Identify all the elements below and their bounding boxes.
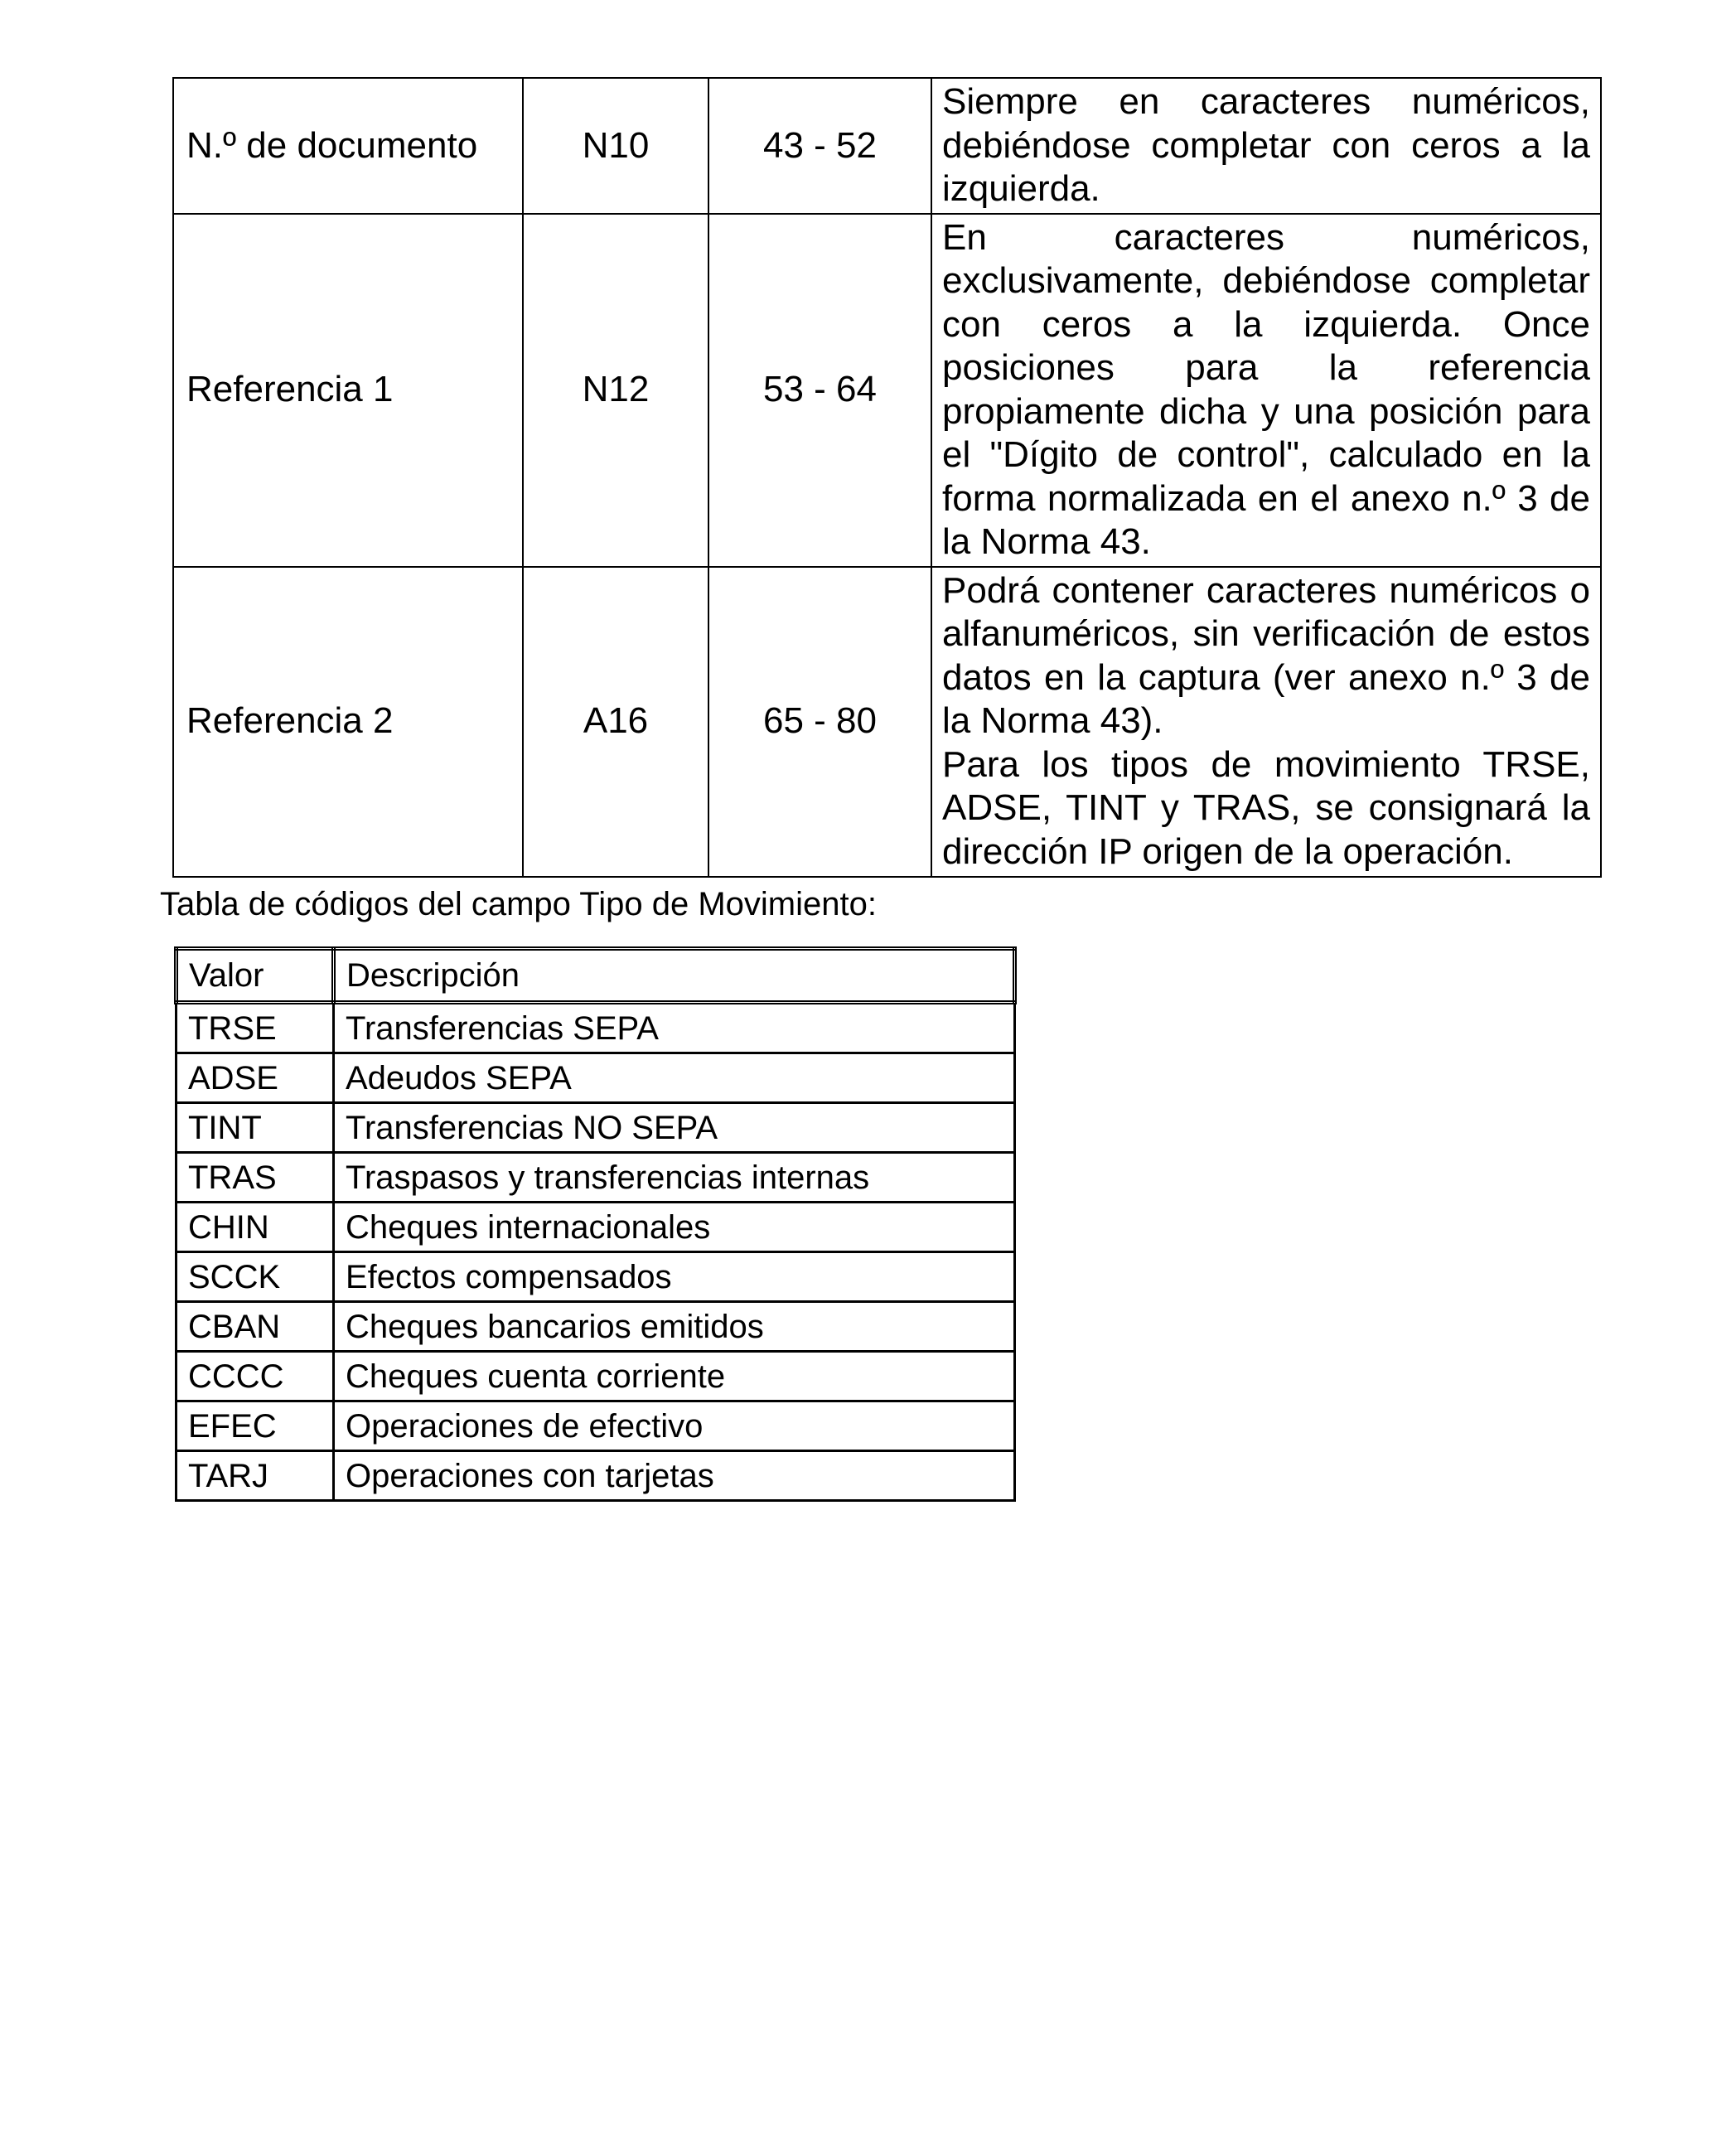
- table-caption: Tabla de códigos del campo Tipo de Movimiento:: [160, 886, 877, 922]
- field-description-cell: [931, 567, 1601, 877]
- description-paragraph: Para los tipos de movimiento TRSE, ADSE, TINT y TRAS, se consignará la dirección IP origen de la operación.: [942, 743, 1590, 872]
- description-cell: Transferencias NO SEPA: [334, 1103, 1015, 1153]
- description-paragraph: En caracteres numéricos, exclusivamente, debiéndose completar con ceros a la izquierda. Once posiciones para la referencia propiamente dicha y una posición para el "Dígito de control", calculado en la forma normalizada en el anexo n.º 3 de la Norma 43.: [942, 216, 1590, 562]
- field-format-cell: A16: [523, 567, 708, 877]
- field-description-cell: [931, 78, 1601, 214]
- description-paragraph: Siempre en caracteres numéricos, debiéndose completar con ceros a la izquierda.: [942, 81, 1590, 209]
- code-cell: TINT: [177, 1103, 334, 1153]
- description-cell: Operaciones de efectivo: [334, 1401, 1015, 1451]
- table-row: [177, 1153, 1015, 1203]
- field-name-cell: Referencia 2: [173, 567, 523, 877]
- field-description-cell: [931, 214, 1601, 567]
- code-cell: CBAN: [177, 1302, 334, 1352]
- description-cell: Cheques bancarios emitidos: [334, 1302, 1015, 1352]
- table-row: [177, 1252, 1015, 1302]
- code-cell: EFEC: [177, 1401, 334, 1451]
- field-positions-cell: 53 - 64: [708, 214, 931, 567]
- code-cell: TRAS: [177, 1153, 334, 1203]
- description-cell: Adeudos SEPA: [334, 1053, 1015, 1103]
- code-cell: ADSE: [177, 1053, 334, 1103]
- field-format-cell: N10: [523, 78, 708, 214]
- field-name-cell: N.º de documento: [173, 78, 523, 214]
- code-cell: CHIN: [177, 1203, 334, 1252]
- table-row: [177, 1053, 1015, 1103]
- table-row: [177, 1352, 1015, 1401]
- table-row: [173, 78, 1601, 214]
- table-row: [173, 214, 1601, 567]
- description-cell: Cheques cuenta corriente: [334, 1352, 1015, 1401]
- description-cell: Operaciones con tarjetas: [334, 1451, 1015, 1501]
- description-cell: Cheques internacionales: [334, 1203, 1015, 1252]
- table-row: [173, 567, 1601, 877]
- field-name-cell: Referencia 1: [173, 214, 523, 567]
- movement-codes-table: [174, 946, 1017, 1502]
- header-description: Descripción: [334, 949, 1015, 1003]
- code-cell: CCCC: [177, 1352, 334, 1401]
- field-positions-cell: 65 - 80: [708, 567, 931, 877]
- fields-table: [172, 77, 1602, 878]
- code-cell: SCCK: [177, 1252, 334, 1302]
- table-header-row: [177, 949, 1015, 1003]
- field-positions-cell: 43 - 52: [708, 78, 931, 214]
- table-row: [177, 1451, 1015, 1501]
- table-row: [177, 1203, 1015, 1252]
- table-row: [177, 1401, 1015, 1451]
- code-cell: TARJ: [177, 1451, 334, 1501]
- field-format-cell: N12: [523, 214, 708, 567]
- description-cell: Transferencias SEPA: [334, 1003, 1015, 1053]
- table-row: [177, 1003, 1015, 1053]
- description-cell: Traspasos y transferencias internas: [334, 1153, 1015, 1203]
- header-value: Valor: [177, 949, 334, 1003]
- table-row: [177, 1302, 1015, 1352]
- description-paragraph: Podrá contener caracteres numéricos o alfanuméricos, sin verificación de estos datos en la captura (ver anexo n.º 3 de la Norma 43).: [942, 569, 1590, 742]
- description-cell: Efectos compensados: [334, 1252, 1015, 1302]
- table-row: [177, 1103, 1015, 1153]
- code-cell: TRSE: [177, 1003, 334, 1053]
